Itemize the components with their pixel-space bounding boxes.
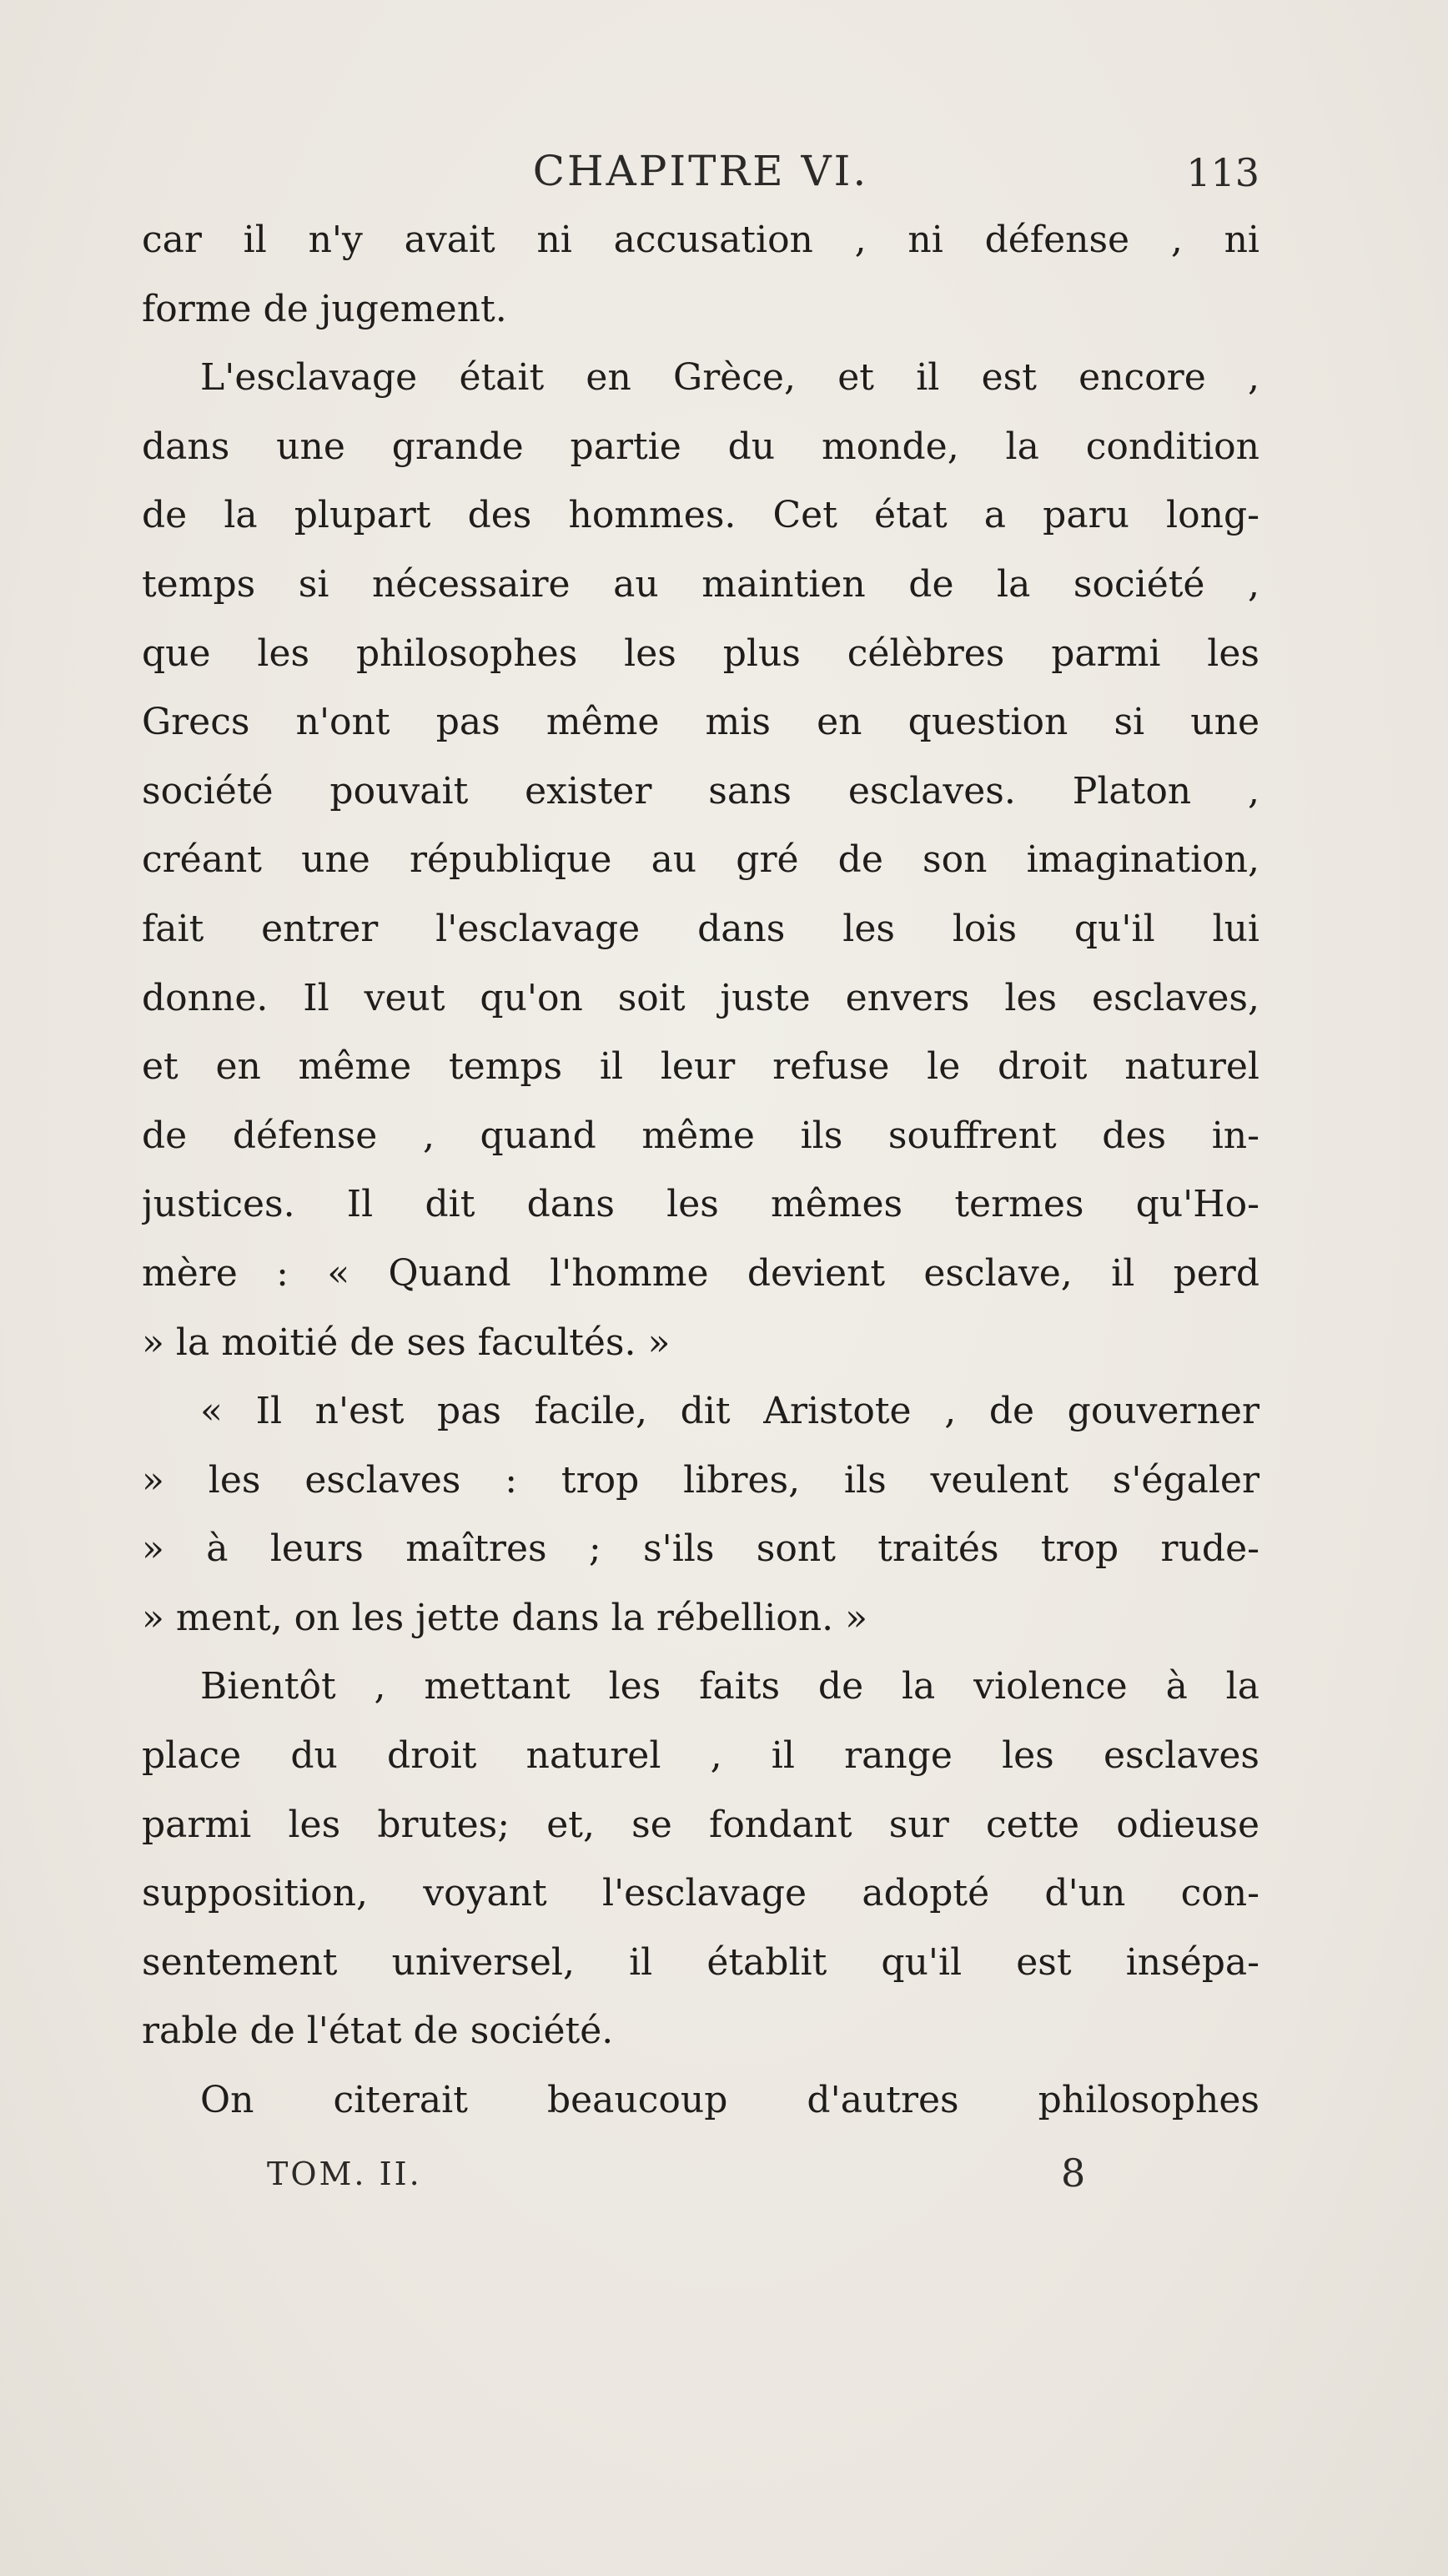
- text-line: temps si nécessaire au maintien de la société ,: [142, 562, 1259, 606]
- text-line: « Il n'est pas facile, dit Aristote , de gouverner: [200, 1390, 1259, 1433]
- text-line: » à leurs maîtres ; s'ils sont traités trop rude-: [142, 1527, 1259, 1571]
- text-line: que les philosophes les plus célèbres parmi les: [142, 631, 1259, 675]
- text-line: » la moitié de ses facultés. »: [142, 1321, 671, 1364]
- text-line: justices. Il dit dans les mêmes termes qu'Ho-: [142, 1183, 1259, 1226]
- text-line: rable de l'état de société.: [142, 2010, 614, 2053]
- text-line: On citerait beaucoup d'autres philosophes: [200, 2079, 1259, 2122]
- text-line: car il n'y avait ni accusation , ni défense , ni: [142, 219, 1259, 261]
- text-line: » ment, on les jette dans la rébellion. »: [142, 1596, 868, 1639]
- text-line: de la plupart des hommes. Cet état a paru long-: [142, 494, 1259, 537]
- running-head: CHAPITRE VI.: [532, 147, 869, 195]
- text-line: et en même temps il leur refuse le droit naturel: [142, 1045, 1259, 1089]
- text-line: parmi les brutes; et, se fondant sur cette odieuse: [142, 1803, 1259, 1846]
- body-text: [142, 206, 1259, 2136]
- text-line: dans une grande partie du monde, la condition: [142, 425, 1259, 468]
- text-line: supposition, voyant l'esclavage adopté d'un con-: [142, 1872, 1259, 1915]
- text-line: place du droit naturel , il range les esclaves: [142, 1734, 1259, 1778]
- volume-label: TOM. II.: [267, 2156, 422, 2192]
- text-line: créant une république au gré de son imagination,: [142, 838, 1259, 882]
- text-line: forme de jugement.: [142, 287, 507, 330]
- text-line: de défense , quand même ils souffrent des in-: [142, 1114, 1259, 1157]
- text-line: mère : « Quand l'homme devient esclave, il perd: [142, 1251, 1259, 1295]
- text-line: Grecs n'ont pas même mis en question si une: [142, 701, 1259, 744]
- page-footer: [142, 2151, 1259, 2206]
- text-line: sentement universel, il établit qu'il est insépa-: [142, 1940, 1259, 1984]
- text-line: société pouvait exister sans esclaves. Platon ,: [142, 769, 1259, 813]
- text-line: » les esclaves : trop libres, ils veulent s'égaler: [142, 1458, 1259, 1502]
- text-line: L'esclavage était en Grèce, et il est encore ,: [200, 356, 1259, 400]
- page-header: [142, 140, 1259, 215]
- text-line: Bientôt , mettant les faits de la violence à la: [200, 1665, 1259, 1708]
- signature-mark: 8: [1061, 2151, 1086, 2196]
- text-line: donne. Il veut qu'on soit juste envers les esclaves,: [142, 976, 1259, 1019]
- page-number: 113: [1186, 150, 1259, 195]
- text-line: fait entrer l'esclavage dans les lois qu'il lui: [142, 907, 1259, 950]
